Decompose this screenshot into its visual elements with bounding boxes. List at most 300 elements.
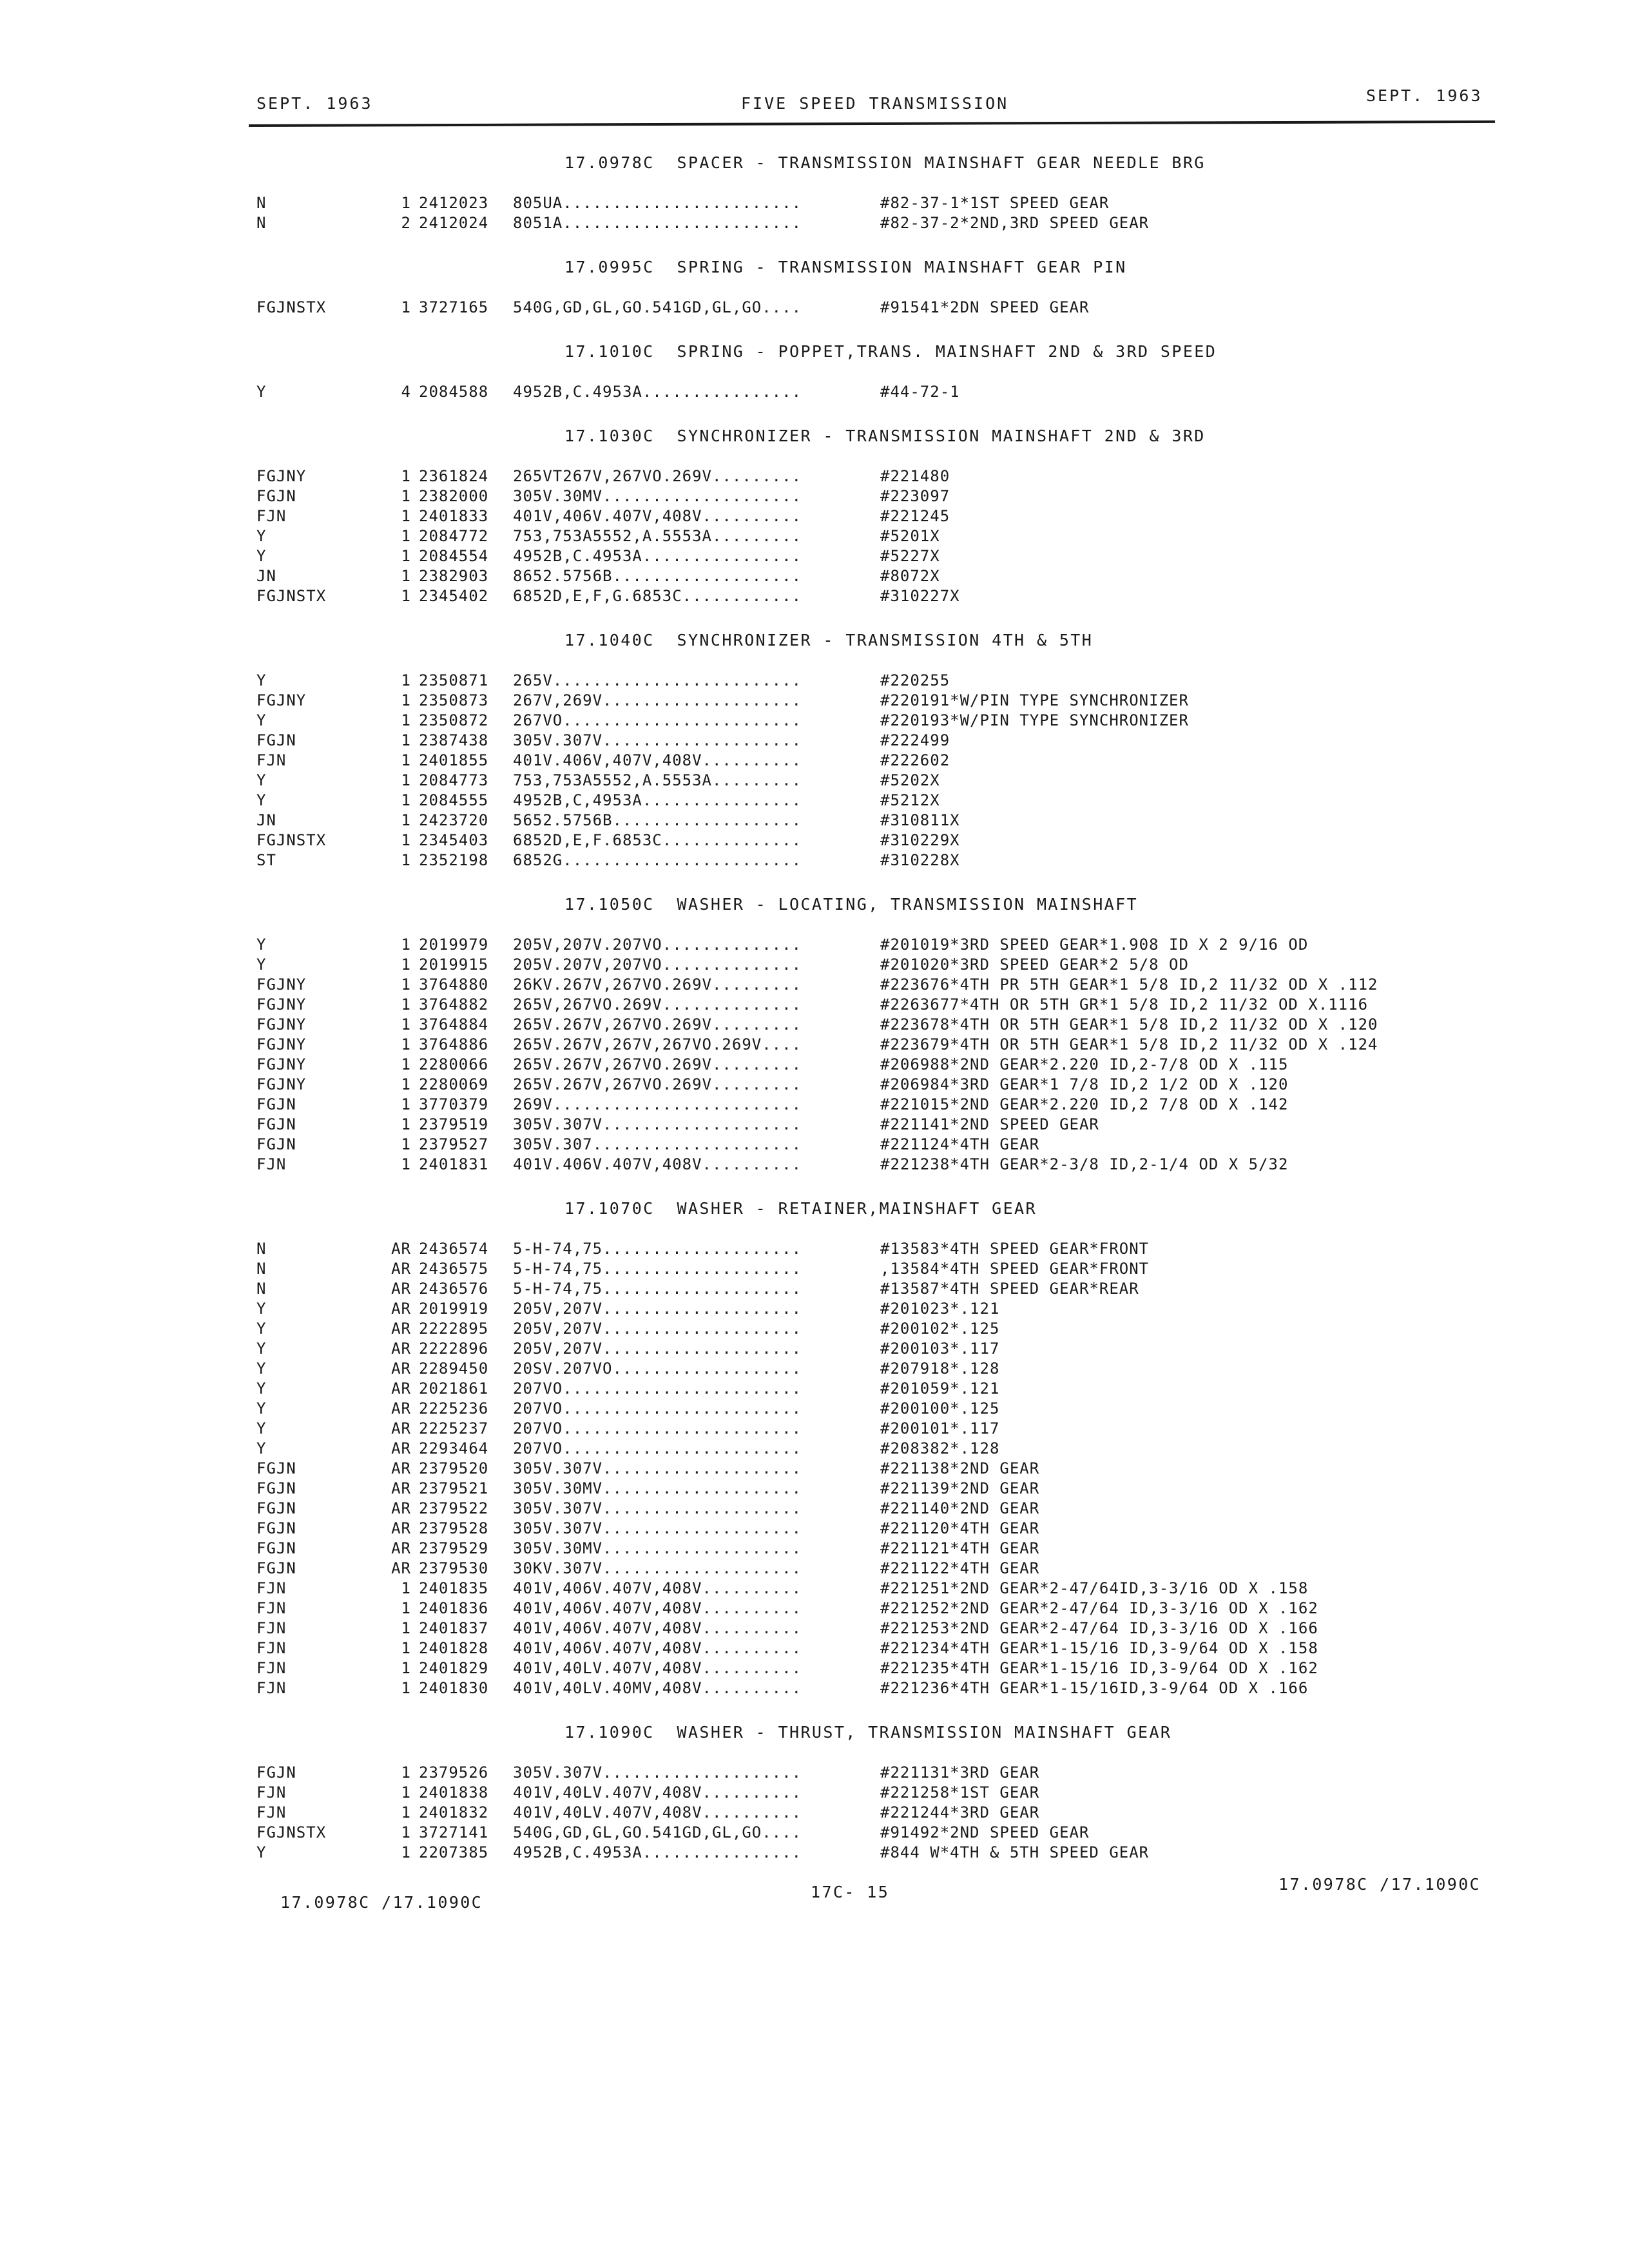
part-number: 2289450 xyxy=(419,1360,489,1378)
parts-section xyxy=(256,338,1500,402)
quantity: 1 xyxy=(401,1843,411,1861)
quantity: AR xyxy=(391,1240,411,1258)
usage-code: FGJN xyxy=(256,1479,296,1497)
usage-code: Y xyxy=(256,1399,267,1418)
part-row xyxy=(256,935,1500,955)
part-number: 2401837 xyxy=(419,1619,489,1637)
title-spacer xyxy=(256,281,1500,298)
part-number: 2019915 xyxy=(419,956,489,974)
part-note: #201023*.121 xyxy=(880,1300,1000,1318)
part-row xyxy=(256,382,1500,402)
part-number: 2379529 xyxy=(419,1539,489,1557)
application-models: 540G,GD,GL,GO.541GD,GL,GO.... xyxy=(513,1823,802,1841)
part-row xyxy=(256,1279,1500,1299)
part-row xyxy=(256,850,1500,870)
part-number: 2350873 xyxy=(419,691,489,709)
application-models: 305V.30MV.................... xyxy=(513,1479,802,1497)
part-note: #206988*2ND GEAR*2.220 ID,2-7/8 OD X .115 xyxy=(880,1055,1289,1073)
part-number: 2222895 xyxy=(419,1320,489,1338)
application-models: 205V,207V.................... xyxy=(513,1300,802,1318)
quantity: 1 xyxy=(401,587,411,605)
part-number: 3764880 xyxy=(419,975,489,994)
application-models: 401V,406V.407V,408V.......... xyxy=(513,1619,802,1637)
parts-list xyxy=(256,146,1500,1863)
part-number: 2401836 xyxy=(419,1599,489,1617)
part-row xyxy=(256,586,1500,606)
quantity: 1 xyxy=(401,1823,411,1841)
quantity: 1 xyxy=(401,1783,411,1802)
parts-section xyxy=(256,149,1500,233)
part-note: #221139*2ND GEAR xyxy=(880,1479,1040,1497)
part-row xyxy=(256,1559,1500,1579)
part-number: 2350871 xyxy=(419,671,489,689)
part-note: #310227X xyxy=(880,587,960,605)
parts-section xyxy=(256,1719,1500,1863)
application-models: 6852G........................ xyxy=(513,851,802,869)
usage-code: Y xyxy=(256,1439,267,1457)
usage-code: N xyxy=(256,1240,267,1258)
application-models: 5-H-74,75.................... xyxy=(513,1260,802,1278)
part-row xyxy=(256,546,1500,566)
quantity: 1 xyxy=(401,956,411,974)
quantity: 1 xyxy=(401,1659,411,1677)
part-note: #223676*4TH PR 5TH GEAR*1 5/8 ID,2 11/32 OD X .112 xyxy=(880,975,1378,994)
section-spacer xyxy=(256,318,1500,334)
usage-code: FGJNY xyxy=(256,995,307,1014)
application-models: 265V......................... xyxy=(513,671,802,689)
application-models: 305V.30MV.................... xyxy=(513,487,802,505)
quantity: AR xyxy=(391,1340,411,1358)
quantity: 1 xyxy=(401,1055,411,1073)
part-note: #201020*3RD SPEED GEAR*2 5/8 OD xyxy=(880,956,1189,974)
usage-code: FJN xyxy=(256,751,287,769)
part-row xyxy=(256,1399,1500,1419)
usage-code: N xyxy=(256,1280,267,1298)
part-number: 2387438 xyxy=(419,731,489,749)
usage-code: FGJNY xyxy=(256,1015,307,1033)
quantity: 1 xyxy=(401,507,411,525)
part-row xyxy=(256,1499,1500,1519)
quantity: 1 xyxy=(401,1035,411,1053)
header-date-left: SEPT. 1963 xyxy=(256,94,373,113)
section-spacer xyxy=(256,402,1500,419)
part-note: #91492*2ND SPEED GEAR xyxy=(880,1823,1090,1841)
usage-code: FJN xyxy=(256,1679,287,1697)
part-note: #220193*W/PIN TYPE SYNCHRONIZER xyxy=(880,711,1189,729)
application-models: 8652.5756B................... xyxy=(513,567,802,585)
footer-range-right: 17.0978C /17.1090C xyxy=(1278,1875,1481,1894)
application-models: 4952B,C,4953A................ xyxy=(513,791,802,809)
usage-code: N xyxy=(256,194,267,212)
part-note: #91541*2DN SPEED GEAR xyxy=(880,298,1090,316)
usage-code: Y xyxy=(256,671,267,689)
usage-code: FGJN xyxy=(256,1115,296,1133)
part-note: #221480 xyxy=(880,467,950,485)
section-spacer xyxy=(256,870,1500,887)
title-spacer xyxy=(256,1746,1500,1763)
usage-code: FJN xyxy=(256,1619,287,1637)
part-row xyxy=(256,1783,1500,1803)
part-number: 2401832 xyxy=(419,1803,489,1821)
part-note: #221120*4TH GEAR xyxy=(880,1519,1040,1537)
part-note: #8072X xyxy=(880,567,940,585)
application-models: 265V.267V,267VO.269V......... xyxy=(513,1075,802,1093)
quantity: 1 xyxy=(401,831,411,849)
section-title: 17.1040C SYNCHRONIZER - TRANSMISSION 4TH & 5TH xyxy=(564,631,1094,649)
part-note: #82-37-1*1ST SPEED GEAR xyxy=(880,194,1110,212)
application-models: 6852D,E,F.6853C.............. xyxy=(513,831,802,849)
part-number: 2225237 xyxy=(419,1419,489,1437)
quantity: 4 xyxy=(401,383,411,401)
part-row xyxy=(256,791,1500,811)
quantity: 1 xyxy=(401,1135,411,1153)
part-note: #221236*4TH GEAR*1-15/16ID,3-9/64 OD X .166 xyxy=(880,1679,1309,1697)
application-models: 6852D,E,F,G.6853C............ xyxy=(513,587,802,605)
part-number: 2436576 xyxy=(419,1280,489,1298)
quantity: 1 xyxy=(401,936,411,954)
application-models: 207VO........................ xyxy=(513,1379,802,1398)
part-number: 2379521 xyxy=(419,1479,489,1497)
header-title: FIVE SPEED TRANSMISSION xyxy=(741,94,1009,113)
application-models: 205V,207V.207VO.............. xyxy=(513,936,802,954)
part-number: 2412023 xyxy=(419,194,489,212)
part-note: #221015*2ND GEAR*2.220 ID,2 7/8 OD X .142 xyxy=(880,1095,1289,1113)
usage-code: Y xyxy=(256,383,267,401)
application-models: 401V,40LV.407V,408V.......... xyxy=(513,1659,802,1677)
part-row xyxy=(256,1843,1500,1863)
part-number: 2401833 xyxy=(419,507,489,525)
application-models: 205V,207V.................... xyxy=(513,1320,802,1338)
application-models: 20SV.207VO................... xyxy=(513,1360,802,1378)
part-note: #221121*4TH GEAR xyxy=(880,1539,1040,1557)
part-note: #310229X xyxy=(880,831,960,849)
quantity: 1 xyxy=(401,194,411,212)
application-models: 401V,40LV.407V,408V.......... xyxy=(513,1783,802,1802)
part-note: #2263677*4TH OR 5TH GR*1 5/8 ID,2 11/32 OD X.1116 xyxy=(880,995,1369,1014)
usage-code: FGJNY xyxy=(256,1035,307,1053)
section-title: 17.0995C SPRING - TRANSMISSION MAINSHAFT GEAR PIN xyxy=(564,258,1127,276)
part-number: 2084773 xyxy=(419,771,489,789)
part-number: 2401835 xyxy=(419,1579,489,1597)
part-note: #844 W*4TH & 5TH SPEED GEAR xyxy=(880,1843,1150,1861)
part-note: #221235*4TH GEAR*1-15/16 ID,3-9/64 OD X .162 xyxy=(880,1659,1318,1677)
part-number: 2207385 xyxy=(419,1843,489,1861)
part-number: 2293464 xyxy=(419,1439,489,1457)
quantity: AR xyxy=(391,1399,411,1418)
usage-code: N xyxy=(256,1260,267,1278)
quantity: 1 xyxy=(401,671,411,689)
part-note: #221131*3RD GEAR xyxy=(880,1763,1040,1782)
usage-code: JN xyxy=(256,811,276,829)
application-models: 30KV.307V.................... xyxy=(513,1559,802,1577)
application-models: 267V,269V.................... xyxy=(513,691,802,709)
part-number: 2401855 xyxy=(419,751,489,769)
part-note: #200101*.117 xyxy=(880,1419,1000,1437)
section-spacer xyxy=(256,233,1500,250)
quantity: 1 xyxy=(401,567,411,585)
usage-code: Y xyxy=(256,791,267,809)
part-row xyxy=(256,1658,1500,1678)
part-row xyxy=(256,1519,1500,1539)
quantity: 1 xyxy=(401,711,411,729)
application-models: 4952B,C.4953A................ xyxy=(513,383,802,401)
usage-code: FGJN xyxy=(256,1559,296,1577)
application-models: 401V.406V,407V,408V.......... xyxy=(513,751,802,769)
part-number: 3770379 xyxy=(419,1095,489,1113)
part-row xyxy=(256,193,1500,213)
part-number: 2379519 xyxy=(419,1115,489,1133)
part-number: 2352198 xyxy=(419,851,489,869)
part-row xyxy=(256,771,1500,791)
section-title: 17.0978C SPACER - TRANSMISSION MAINSHAFT GEAR NEEDLE BRG xyxy=(564,153,1206,172)
application-models: 305V.307V.................... xyxy=(513,1115,802,1133)
part-number: 2019919 xyxy=(419,1300,489,1318)
part-note: #5202X xyxy=(880,771,940,789)
usage-code: FJN xyxy=(256,1639,287,1657)
part-row xyxy=(256,1579,1500,1599)
parts-section xyxy=(256,254,1500,318)
quantity: 1 xyxy=(401,995,411,1014)
quantity: AR xyxy=(391,1539,411,1557)
application-models: 401V,406V.407V,408V.......... xyxy=(513,507,802,525)
usage-code: FGJNSTX xyxy=(256,298,327,316)
usage-code: FGJNY xyxy=(256,467,307,485)
part-note: #207918*.128 xyxy=(880,1360,1000,1378)
quantity: 1 xyxy=(401,731,411,749)
usage-code: Y xyxy=(256,1340,267,1358)
usage-code: FJN xyxy=(256,507,287,525)
part-row xyxy=(256,1055,1500,1075)
part-row xyxy=(256,811,1500,831)
usage-code: FGJNY xyxy=(256,1075,307,1093)
quantity: AR xyxy=(391,1320,411,1338)
part-row xyxy=(256,1678,1500,1698)
application-models: 401V,406V.407V,408V.......... xyxy=(513,1599,802,1617)
part-note: #221124*4TH GEAR xyxy=(880,1135,1040,1153)
part-number: 2019979 xyxy=(419,936,489,954)
usage-code: FGJN xyxy=(256,731,296,749)
title-spacer xyxy=(256,365,1500,382)
part-row xyxy=(256,1155,1500,1175)
application-models: 401V.406V.407V,408V.......... xyxy=(513,1155,802,1173)
usage-code: FGJNY xyxy=(256,691,307,709)
section-title: 17.1010C SPRING - POPPET,TRANS. MAINSHAFT 2ND & 3RD SPEED xyxy=(564,342,1217,361)
application-models: 401V,40LV.407V,408V.......... xyxy=(513,1803,802,1821)
part-note: #221251*2ND GEAR*2-47/64ID,3-3/16 OD X .158 xyxy=(880,1579,1309,1597)
application-models: 305V.307V.................... xyxy=(513,731,802,749)
part-note: #200100*.125 xyxy=(880,1399,1000,1418)
part-number: 2345402 xyxy=(419,587,489,605)
application-models: 207VO........................ xyxy=(513,1399,802,1418)
part-row xyxy=(256,1015,1500,1035)
application-models: 5652.5756B................... xyxy=(513,811,802,829)
application-models: 267VO........................ xyxy=(513,711,802,729)
part-row xyxy=(256,691,1500,711)
usage-code: JN xyxy=(256,567,276,585)
part-row xyxy=(256,506,1500,526)
usage-code: FJN xyxy=(256,1155,287,1173)
usage-code: FJN xyxy=(256,1803,287,1821)
quantity: AR xyxy=(391,1300,411,1318)
part-number: 2436574 xyxy=(419,1240,489,1258)
part-number: 2412024 xyxy=(419,214,489,232)
quantity: 1 xyxy=(401,1075,411,1093)
part-note: #222499 xyxy=(880,731,950,749)
part-note: #310811X xyxy=(880,811,960,829)
part-note: #221245 xyxy=(880,507,950,525)
usage-code: FGJN xyxy=(256,487,296,505)
part-note: #82-37-2*2ND,3RD SPEED GEAR xyxy=(880,214,1150,232)
part-number: 2379528 xyxy=(419,1519,489,1537)
quantity: AR xyxy=(391,1519,411,1537)
quantity: 1 xyxy=(401,547,411,565)
application-models: 269V......................... xyxy=(513,1095,802,1113)
usage-code: ST xyxy=(256,851,276,869)
part-number: 2401838 xyxy=(419,1783,489,1802)
parts-section xyxy=(256,627,1500,870)
footer-page-number: 17C- 15 xyxy=(811,1883,890,1901)
application-models: 265V.267V,267VO.269V......... xyxy=(513,1015,802,1033)
part-row xyxy=(256,1339,1500,1359)
application-models: 753,753A5552,A.5553A......... xyxy=(513,527,802,545)
usage-code: N xyxy=(256,214,267,232)
part-row xyxy=(256,1639,1500,1658)
usage-code: Y xyxy=(256,1360,267,1378)
title-spacer xyxy=(256,654,1500,671)
part-note: #5212X xyxy=(880,791,940,809)
quantity: 1 xyxy=(401,1095,411,1113)
part-row xyxy=(256,1379,1500,1399)
parts-section xyxy=(256,1195,1500,1698)
part-row xyxy=(256,1135,1500,1155)
application-models: 4952B,C.4953A................ xyxy=(513,1843,802,1861)
part-row xyxy=(256,466,1500,486)
quantity: 1 xyxy=(401,811,411,829)
part-note: #221122*4TH GEAR xyxy=(880,1559,1040,1577)
part-row xyxy=(256,1095,1500,1115)
part-note: #221258*1ST GEAR xyxy=(880,1783,1040,1802)
quantity: 1 xyxy=(401,691,411,709)
application-models: 753,753A5552,A.5553A......... xyxy=(513,771,802,789)
part-note: #221238*4TH GEAR*2-3/8 ID,2-1/4 OD X 5/32 xyxy=(880,1155,1289,1173)
quantity: 1 xyxy=(401,791,411,809)
quantity: 1 xyxy=(401,1579,411,1597)
part-note: #220255 xyxy=(880,671,950,689)
quantity: 1 xyxy=(401,1763,411,1782)
usage-code: Y xyxy=(256,1300,267,1318)
part-number: 2401828 xyxy=(419,1639,489,1657)
part-number: 2361824 xyxy=(419,467,489,485)
application-models: 265VT267V,267VO.269V......... xyxy=(513,467,802,485)
application-models: 305V.307V.................... xyxy=(513,1519,802,1537)
part-row xyxy=(256,566,1500,586)
header-date-right: SEPT. 1963 xyxy=(1366,86,1483,105)
quantity: 1 xyxy=(401,1639,411,1657)
application-models: 205V,207V.................... xyxy=(513,1340,802,1358)
application-models: 26KV.267V,267VO.269V......... xyxy=(513,975,802,994)
application-models: 5-H-74,75.................... xyxy=(513,1240,802,1258)
part-row xyxy=(256,671,1500,691)
part-row xyxy=(256,1619,1500,1639)
usage-code: FJN xyxy=(256,1783,287,1802)
part-number: 2084555 xyxy=(419,791,489,809)
quantity: AR xyxy=(391,1479,411,1497)
part-number: 3764884 xyxy=(419,1015,489,1033)
part-note: #208382*.128 xyxy=(880,1439,1000,1457)
part-number: 2423720 xyxy=(419,811,489,829)
quantity: AR xyxy=(391,1559,411,1577)
part-note: #201059*.121 xyxy=(880,1379,1000,1398)
part-row xyxy=(256,1479,1500,1499)
part-note: #223678*4TH OR 5TH GEAR*1 5/8 ID,2 11/32 OD X .120 xyxy=(880,1015,1378,1033)
part-number: 2345403 xyxy=(419,831,489,849)
section-title: 17.1050C WASHER - LOCATING, TRANSMISSION MAINSHAFT xyxy=(564,895,1139,914)
part-number: 2401829 xyxy=(419,1659,489,1677)
quantity: 1 xyxy=(401,527,411,545)
part-number: 2350872 xyxy=(419,711,489,729)
part-row xyxy=(256,1763,1500,1783)
usage-code: FGJNSTX xyxy=(256,831,327,849)
part-row xyxy=(256,298,1500,318)
part-number: 2382000 xyxy=(419,487,489,505)
usage-code: FGJN xyxy=(256,1539,296,1557)
quantity: 1 xyxy=(401,751,411,769)
quantity: AR xyxy=(391,1499,411,1517)
usage-code: FGJNSTX xyxy=(256,1823,327,1841)
part-row xyxy=(256,1459,1500,1479)
application-models: 207VO........................ xyxy=(513,1439,802,1457)
application-models: 305V.307..................... xyxy=(513,1135,802,1153)
usage-code: FGJNY xyxy=(256,1055,307,1073)
part-row xyxy=(256,1599,1500,1619)
section-spacer xyxy=(256,1175,1500,1191)
section-title: 17.1030C SYNCHRONIZER - TRANSMISSION MAINSHAFT 2ND & 3RD xyxy=(564,427,1206,445)
part-row xyxy=(256,1823,1500,1843)
quantity: 1 xyxy=(401,771,411,789)
part-number: 2379530 xyxy=(419,1559,489,1577)
part-row xyxy=(256,711,1500,731)
application-models: 305V.30MV.................... xyxy=(513,1539,802,1557)
usage-code: FJN xyxy=(256,1579,287,1597)
quantity: 1 xyxy=(401,1599,411,1617)
part-row xyxy=(256,526,1500,546)
part-number: 2280066 xyxy=(419,1055,489,1073)
quantity: 1 xyxy=(401,298,411,316)
application-models: 265V,267VO.269V.............. xyxy=(513,995,802,1014)
quantity: 1 xyxy=(401,487,411,505)
quantity: AR xyxy=(391,1459,411,1477)
application-models: 4952B,C.4953A................ xyxy=(513,547,802,565)
quantity: AR xyxy=(391,1419,411,1437)
part-number: 2436575 xyxy=(419,1260,489,1278)
part-note: #221234*4TH GEAR*1-15/16 ID,3-9/64 OD X .158 xyxy=(880,1639,1318,1657)
part-note: #310228X xyxy=(880,851,960,869)
part-row xyxy=(256,975,1500,995)
part-row xyxy=(256,995,1500,1015)
part-note: #200103*.117 xyxy=(880,1340,1000,1358)
usage-code: Y xyxy=(256,936,267,954)
title-spacer xyxy=(256,450,1500,466)
part-note: #221141*2ND SPEED GEAR xyxy=(880,1115,1099,1133)
part-note: #223679*4TH OR 5TH GEAR*1 5/8 ID,2 11/32 OD X .124 xyxy=(880,1035,1378,1053)
part-row xyxy=(256,831,1500,850)
title-spacer xyxy=(256,918,1500,935)
usage-code: Y xyxy=(256,527,267,545)
section-title: 17.1090C WASHER - THRUST, TRANSMISSION MAINSHAFT GEAR xyxy=(564,1723,1172,1742)
part-row xyxy=(256,213,1500,233)
part-note: #221138*2ND GEAR xyxy=(880,1459,1040,1477)
usage-code: Y xyxy=(256,1379,267,1398)
